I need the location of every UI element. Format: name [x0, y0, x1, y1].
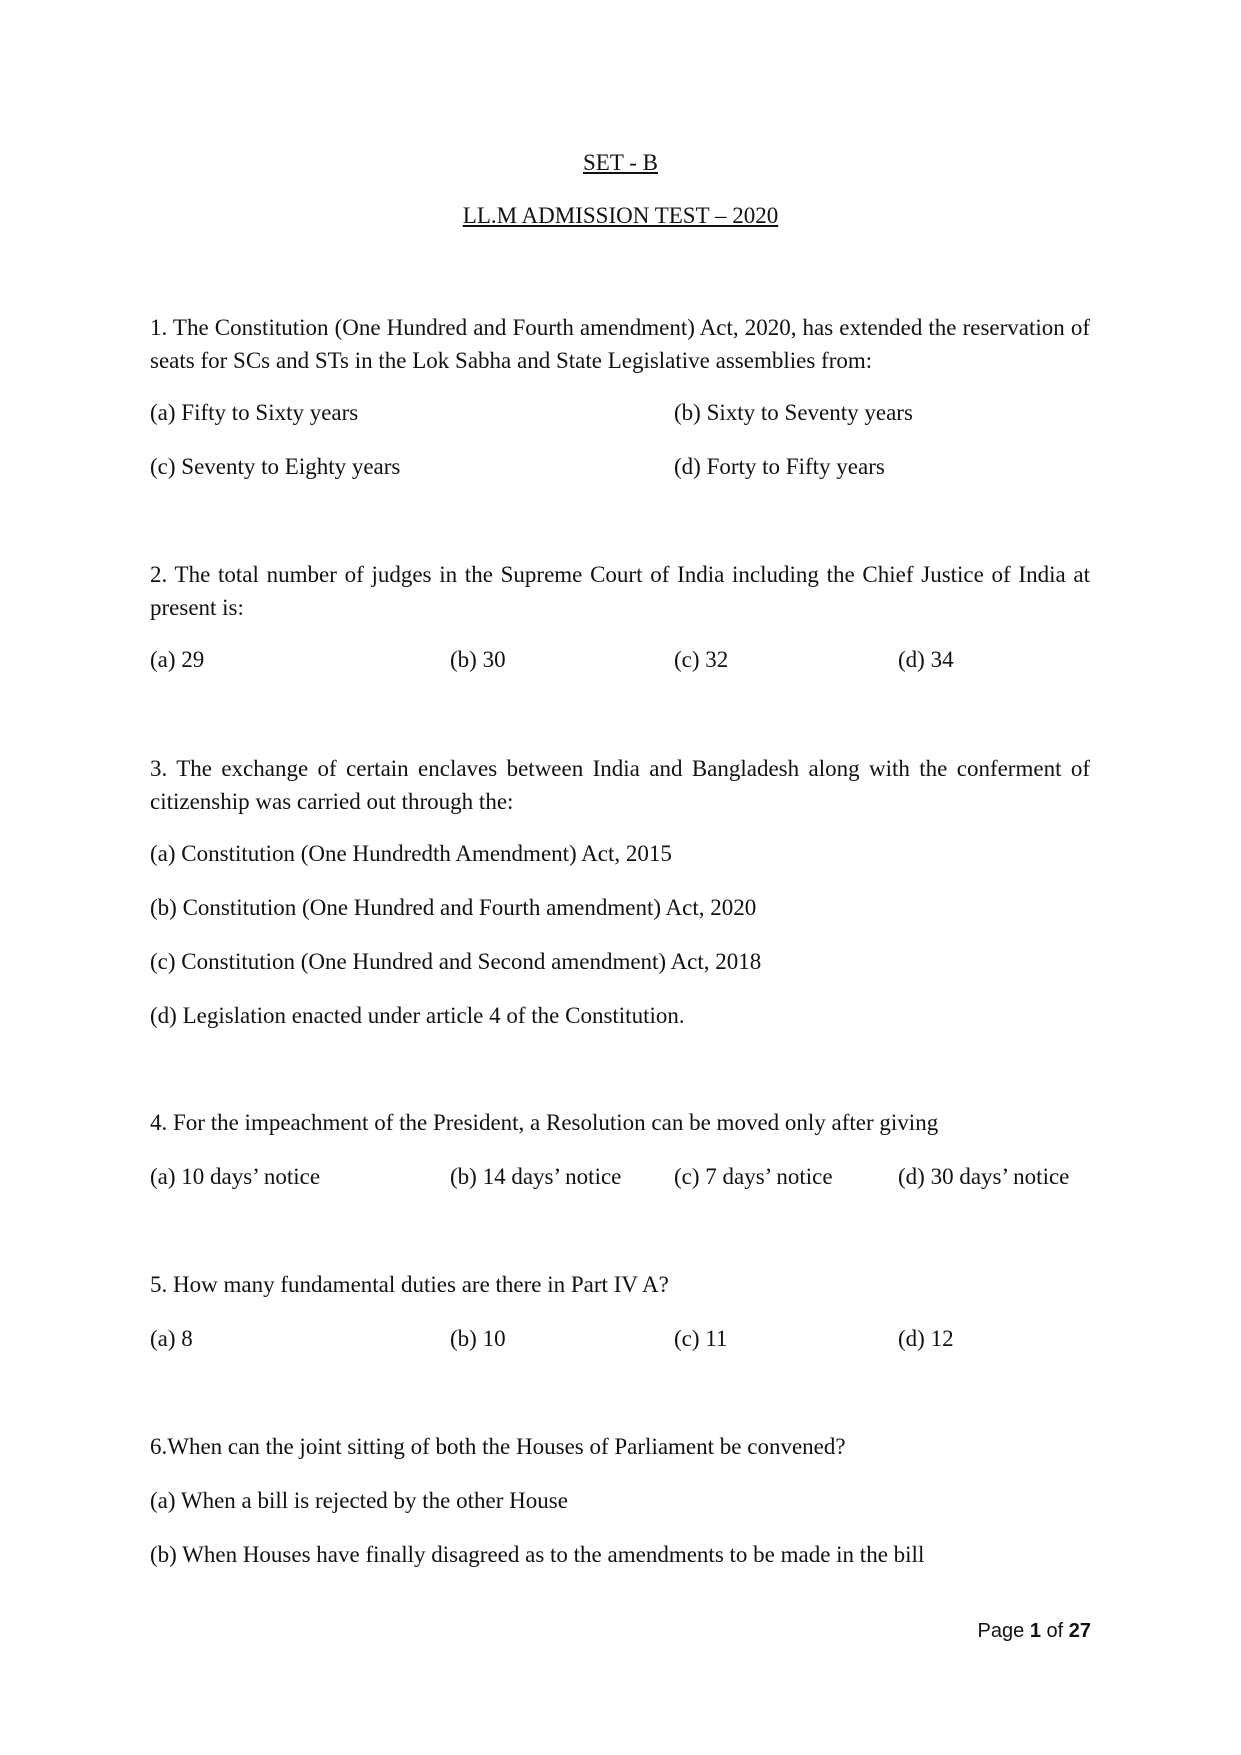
test-title: LL.M ADMISSION TEST – 2020 [462, 203, 779, 228]
question-5-option-b: (b) 10 [450, 1326, 506, 1351]
question-3-option-b: (b) Constitution (One Hundred and Fourth amendment) Act, 2020 [150, 895, 757, 920]
page-word: Page [977, 1620, 1025, 1642]
page-number-footer [978, 1620, 1091, 1643]
question-6-option-a: (a) When a bill is rejected by the other House [150, 1488, 568, 1513]
question-5-option-d: (d) 12 [898, 1326, 954, 1351]
question-3-option-c: (c) Constitution (One Hundred and Second amendment) Act, 2018 [150, 949, 762, 974]
question-1-option-b: (b) Sixty to Seventy years [674, 400, 913, 425]
question-2-option-d: (d) 34 [898, 647, 954, 672]
question-3-option-d: (d) Legislation enacted under article 4 of the Constitution. [150, 1003, 685, 1028]
question-2-option-c: (c) 32 [674, 647, 729, 672]
current-page-number: 1 [1029, 1620, 1041, 1642]
set-heading: SET - B [583, 150, 658, 175]
question-1-text: 1. The Constitution (One Hundred and Fourth amendment) Act, 2020, has extended the reservation of seats for SCs and STs in the Lok Sabha and State Legislative assemblies from: [150, 315, 1090, 373]
question-6-option-b: (b) When Houses have finally disagreed as to the amendments to be made in the bill [150, 1542, 925, 1567]
question-2-option-a: (a) 29 [150, 647, 205, 672]
question-3-text: 3. The exchange of certain enclaves between India and Bangladesh along with the conferment of citizenship was carried out through the: [150, 756, 1090, 814]
question-4-option-d: (d) 30 days’ notice [898, 1164, 1070, 1189]
total-pages-number: 27 [1068, 1620, 1091, 1642]
question-5-text: 5. How many fundamental duties are there in Part IV A? [150, 1272, 669, 1297]
question-5-option-a: (a) 8 [150, 1326, 193, 1351]
question-5-option-c: (c) 11 [674, 1326, 728, 1351]
question-1-option-a: (a) Fifty to Sixty years [150, 400, 359, 425]
question-2-option-b: (b) 30 [450, 647, 506, 672]
question-4-option-b: (b) 14 days’ notice [450, 1164, 622, 1189]
question-3-option-a: (a) Constitution (One Hundredth Amendment) Act, 2015 [150, 841, 672, 866]
question-1-option-d: (d) Forty to Fifty years [674, 454, 885, 479]
of-word: of [1046, 1620, 1064, 1642]
question-4-text: 4. For the impeachment of the President, a Resolution can be moved only after giving [150, 1110, 939, 1135]
question-2-text: 2. The total number of judges in the Supreme Court of India including the Chief Justice of India at present is: [150, 562, 1090, 620]
question-4-option-c: (c) 7 days’ notice [674, 1164, 833, 1189]
question-6-text: 6.When can the joint sitting of both the Houses of Parliament be convened? [150, 1434, 846, 1459]
question-4-option-a: (a) 10 days’ notice [150, 1164, 321, 1189]
question-1-option-c: (c) Seventy to Eighty years [150, 454, 401, 479]
